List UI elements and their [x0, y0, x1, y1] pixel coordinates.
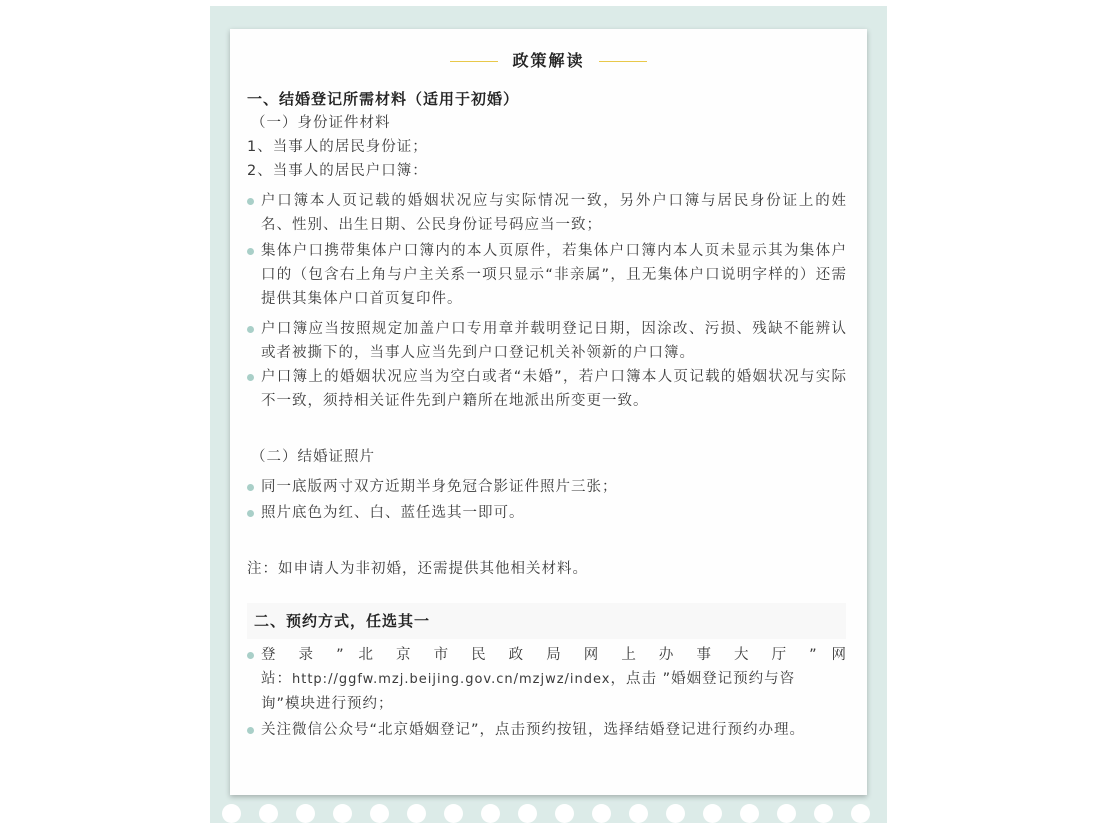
- section2-heading: 二、预约方式，任选其一: [247, 603, 846, 639]
- bullet-dot-icon: [247, 652, 254, 659]
- title-right-line: [599, 61, 647, 62]
- decor-dot: [407, 804, 426, 823]
- subsection-id-materials: （一）身份证件材料: [251, 115, 391, 131]
- decorative-dots: [210, 804, 887, 823]
- decor-dot: [444, 804, 463, 823]
- decor-dot: [555, 804, 574, 823]
- bullet-dot-icon: [247, 248, 254, 255]
- list-item: 照片底色为红、白、蓝任选其一即可。: [247, 501, 847, 525]
- list-item: 同一底版两寸双方近期半身免冠合影证件照片三张；: [247, 475, 847, 499]
- decor-dot: [740, 804, 759, 823]
- decor-dot: [370, 804, 389, 823]
- title-text: 政策解读: [512, 51, 585, 70]
- decor-dot: [481, 804, 500, 823]
- decor-dot: [518, 804, 537, 823]
- website-line-2: 站：http://ggfw.mzj.beijing.gov.cn/mzjwz/index，点击 ”婚姻登记预约与咨: [261, 671, 796, 687]
- decor-dot: [703, 804, 722, 823]
- decor-dot: [259, 804, 278, 823]
- bullet-dot-icon: [247, 484, 254, 491]
- page-frame: [210, 6, 887, 823]
- note-text: 注：如申请人为非初婚，还需提供其他相关材料。: [247, 561, 588, 577]
- title-left-line: [450, 61, 498, 62]
- list-item: 户口簿应当按照规定加盖户口专用章并载明登记日期，因涂改、污损、残缺不能辨认或者被撕下的，当事人应当先到户口登记机关补领新的户口簿。: [247, 317, 847, 365]
- list-item: 户口簿本人页记载的婚姻状况应与实际情况一致，另外户口簿与居民身份证上的姓名、性别、出生日期、公民身份证号码应当一致；: [247, 189, 847, 237]
- decor-dot: [592, 804, 611, 823]
- section1-heading: 一、结婚登记所需材料（适用于初婚）: [247, 90, 520, 108]
- decor-dot: [296, 804, 315, 823]
- website-url-link[interactable]: http://ggfw.mzj.beijing.gov.cn/mzjwz/index: [292, 672, 611, 687]
- list-item: [247, 643, 847, 716]
- bullet-dot-icon: [247, 374, 254, 381]
- item-id-card: 1、当事人的居民身份证；: [247, 139, 428, 155]
- list-item: 户口簿上的婚姻状况应当为空白或者“未婚”，若户口簿本人页记载的婚姻状况与实际不一致，须持相关证件先到户籍所在地派出所变更一致。: [247, 365, 847, 413]
- item-household-register: 2、当事人的居民户口簿：: [247, 163, 428, 179]
- list-item: 集体户口携带集体户口簿内的本人页原件，若集体户口簿内本人页未显示其为集体户口的（包含右上角与户主关系一项只显示“非亲属”，且无集体户口说明字样的）还需提供其集体户口首页复印件。: [247, 239, 847, 311]
- website-line-1: 登 录 ” 北 京 市 民 政 局 网 上 办 事 大 厅 ” 网: [261, 647, 847, 663]
- decor-dot: [222, 804, 241, 823]
- list-item: 关注微信公众号“北京婚姻登记”，点击预约按钮，选择结婚登记进行预约办理。: [247, 718, 847, 742]
- decor-dot: [666, 804, 685, 823]
- subsection-photos: （二）结婚证照片: [251, 449, 375, 465]
- bullet-dot-icon: [247, 198, 254, 205]
- decor-dot: [814, 804, 833, 823]
- bullet-dot-icon: [247, 727, 254, 734]
- card-content: [247, 87, 847, 742]
- bullet-dot-icon: [247, 326, 254, 333]
- decor-dot: [851, 804, 870, 823]
- decor-dot: [629, 804, 648, 823]
- decor-dot: [777, 804, 796, 823]
- card-title: [230, 48, 867, 71]
- policy-card: [230, 29, 867, 795]
- bullet-dot-icon: [247, 510, 254, 517]
- decor-dot: [333, 804, 352, 823]
- website-line-3: 询”模块进行预约；: [261, 696, 394, 712]
